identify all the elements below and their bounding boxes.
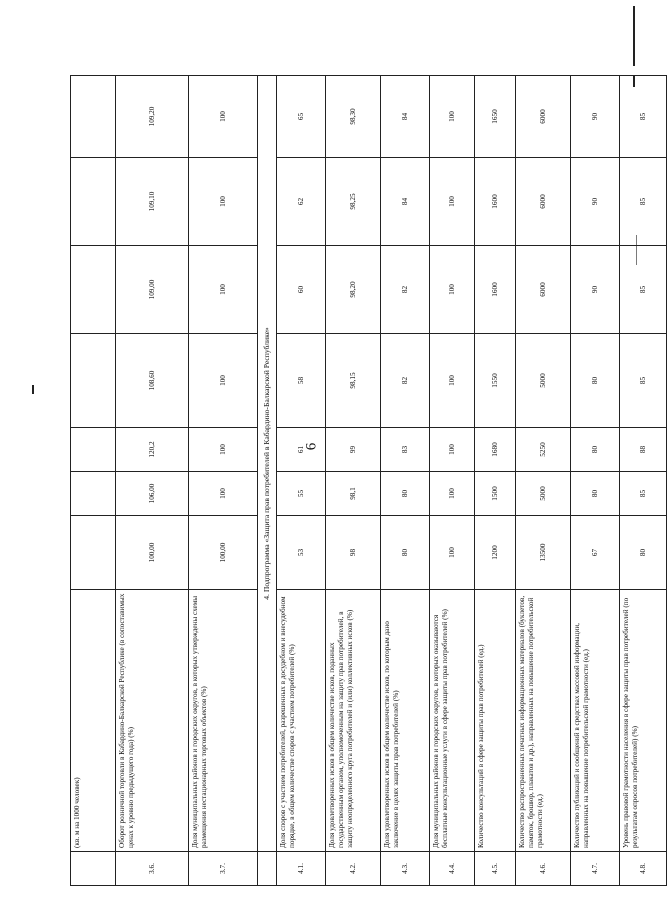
row-name: Доля удовлетворенных исков в общем количестве исков, поданных государственным органом, уполномоченным на защиту прав потребителей, в защиту неопределенного круга потребителей и (или) коллективных исков (%) [326,590,381,852]
row-num: 4.6. [516,852,571,886]
row-value: 98,1 [326,472,381,516]
row-name: Доля муниципальных районов и городских округов, в которых утверждены схемы размещения нестационарных торговых объектов (%) [189,590,258,852]
row-value: 13500 [516,516,571,590]
table-row-3-7 [189,76,258,886]
row-value: 108,60 [116,334,189,428]
row-value: 109,20 [116,76,189,158]
row-value: 80 [571,334,620,428]
row-value [71,472,116,516]
row-value: 85 [620,76,667,158]
row-value: 6000 [516,246,571,334]
row-value: 100,00 [116,516,189,590]
row-value: 90 [571,246,620,334]
row-value [71,246,116,334]
table-row-4-5 [475,76,516,886]
row-value: 98,25 [326,158,381,246]
row-value: 98 [326,516,381,590]
table-row-continuation [71,76,116,886]
row-value: 90 [571,76,620,158]
row-num [71,852,116,886]
row-value: 53 [277,516,326,590]
row-value: 82 [381,246,430,334]
row-value: 98,30 [326,76,381,158]
row-value [71,428,116,472]
row-value: 80 [381,516,430,590]
row-num: 4.1. [277,852,326,886]
row-value: 5000 [516,334,571,428]
row-value: 62 [277,158,326,246]
row-name: Количество публикаций и сообщений в средствах массовой информации, направленных на повышение потребительской грамотности (ед.) [571,590,620,852]
row-value: 83 [381,428,430,472]
row-value [71,334,116,428]
row-num: 3.7. [189,852,258,886]
document-table-area [70,76,647,886]
row-value: 109,00 [116,246,189,334]
row-value: 1650 [475,76,516,158]
row-value [71,76,116,158]
row-value: 100 [189,246,258,334]
row-value: 99 [326,428,381,472]
row-value: 88 [620,428,667,472]
row-value: 100 [430,158,475,246]
row-name: Количество распространенных печатных информационных материалов (буклетов, памяток, брошюр, плакатов и др.), направленных на повышение потребительской грамотности (ед.) [516,590,571,852]
row-name: Доля муниципальных районов и городских округов, в которых оказываются бесплатные консультационные услуги в сфере защиты прав потребителей (%) [430,590,475,852]
table-row-3-6 [116,76,189,886]
row-value: 55 [277,472,326,516]
row-value: 65 [277,76,326,158]
table-row-4-1 [277,76,326,886]
row-num: 4.2. [326,852,381,886]
row-value: 60 [277,246,326,334]
row-value: 100 [189,428,258,472]
row-name: (кв. м на 1000 человек) [71,590,116,852]
row-value: 85 [620,472,667,516]
row-value: 100 [430,334,475,428]
row-value: 1500 [475,472,516,516]
row-value [71,516,116,590]
section-title: 4. Подпрограмма «Защита прав потребителей в Кабардино-Балкарской Республике» [258,76,277,852]
row-value: 100 [430,76,475,158]
row-num: 4.4. [430,852,475,886]
row-name: Оборот розничной торговли в Кабардино-Балкарской Республике (в сопоставимых ценах к уровню предыдущего года) (%) [116,590,189,852]
row-value: 85 [620,334,667,428]
row-value: 80 [571,472,620,516]
row-value: 100 [430,246,475,334]
row-num: 4.3. [381,852,430,886]
row-value: 58 [277,334,326,428]
row-value: 61 [277,428,326,472]
rotated-table-container [70,76,647,886]
row-value: 100 [189,472,258,516]
row-name: Количество консультаций в сфере защиты прав потребителей (ед.) [475,590,516,852]
row-value: 98,15 [326,334,381,428]
table-row-4-8 [620,76,667,886]
row-value: 100 [430,428,475,472]
page-number: 6 [303,442,320,451]
row-name: Доля удовлетворенных исков в общем количестве исков, по которым дано заключение в целях защиты прав потребителей (%) [381,590,430,852]
row-value: 6000 [516,76,571,158]
row-num: 4.8. [620,852,667,886]
section-header-row [258,76,277,886]
row-value: 5000 [516,472,571,516]
row-value: 6000 [516,158,571,246]
row-value: 100 [189,158,258,246]
row-value: 85 [620,246,667,334]
table-row-4-6 [516,76,571,886]
row-value: 109,10 [116,158,189,246]
row-value: 80 [571,428,620,472]
row-value: 100,00 [189,516,258,590]
row-value: 90 [571,158,620,246]
row-num: 3.6. [116,852,189,886]
row-value: 84 [381,158,430,246]
row-value: 120,2 [116,428,189,472]
scan-mark-left [32,385,34,394]
row-value: 84 [381,76,430,158]
row-value: 80 [620,516,667,590]
row-num: 4.5. [475,852,516,886]
row-value: 1600 [475,246,516,334]
row-name: Доля споров с участием потребителей, разрешенных в досудебном и внесудебном порядке, в общем количестве споров с участием потребителей (%) [277,590,326,852]
row-name: Уровень правовой грамотности населения в сфере защиты прав потребителей (по результатам опросов потребителей) (%) [620,590,667,852]
row-value: 85 [620,158,667,246]
table-row-4-2 [326,76,381,886]
table-row-4-3 [381,76,430,886]
row-value: 106,00 [116,472,189,516]
row-value: 1550 [475,334,516,428]
section-num-cell [258,852,277,886]
indicators-table [70,75,667,886]
row-value: 98,20 [326,246,381,334]
row-value: 100 [189,76,258,158]
row-value: 100 [189,334,258,428]
row-value: 100 [430,516,475,590]
row-value: 82 [381,334,430,428]
row-value: 1600 [475,158,516,246]
row-value: 100 [430,472,475,516]
table-row-4-4 [430,76,475,886]
row-value: 5250 [516,428,571,472]
row-value: 1680 [475,428,516,472]
scan-mark-right-top [633,6,635,66]
table-row-4-7 [571,76,620,886]
row-value: 1200 [475,516,516,590]
row-value: 80 [381,472,430,516]
row-value: 67 [571,516,620,590]
row-num: 4.7. [571,852,620,886]
row-value [71,158,116,246]
